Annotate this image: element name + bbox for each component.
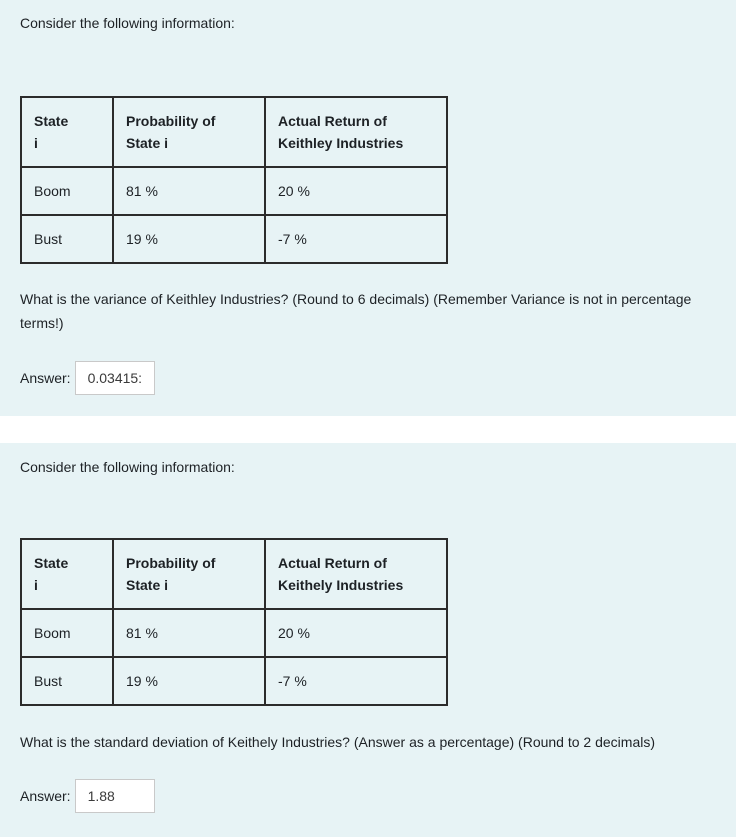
cell-probability: 19 %	[113, 657, 265, 705]
table-header-row	[21, 97, 447, 167]
header-probability: Probability of State i	[113, 539, 265, 609]
question-prompt: What is the variance of Keithley Industries? (Round to 6 decimals) (Remember Variance is not in percentage terms!)	[20, 291, 692, 331]
header-return: Actual Return of Keithley Industries	[265, 97, 447, 167]
table-row	[21, 609, 447, 657]
table-row	[21, 657, 447, 705]
cell-return: 20 %	[265, 167, 447, 215]
answer-row	[20, 361, 155, 395]
cell-state: Boom	[21, 609, 113, 657]
cell-state: Bust	[21, 657, 113, 705]
cell-state: Bust	[21, 215, 113, 263]
table-header-row	[21, 539, 447, 609]
question-2	[0, 443, 736, 837]
question-1	[0, 0, 736, 416]
header-return: Actual Return of Keithely Industries	[265, 539, 447, 609]
question-intro: Consider the following information:	[20, 459, 235, 475]
cell-return: -7 %	[265, 215, 447, 263]
info-table	[20, 96, 448, 264]
cell-state: Boom	[21, 167, 113, 215]
question-intro: Consider the following information:	[20, 15, 235, 31]
cell-return: 20 %	[265, 609, 447, 657]
header-probability: Probability of State i	[113, 97, 265, 167]
answer-row	[20, 779, 155, 813]
info-table	[20, 538, 448, 706]
cell-return: -7 %	[265, 657, 447, 705]
cell-probability: 81 %	[113, 167, 265, 215]
table-row	[21, 167, 447, 215]
answer-label: Answer:	[20, 370, 71, 386]
header-state: State i	[21, 97, 113, 167]
cell-probability: 19 %	[113, 215, 265, 263]
answer-input[interactable]: 1.88	[75, 779, 155, 813]
answer-label: Answer:	[20, 788, 71, 804]
table-row	[21, 215, 447, 263]
cell-probability: 81 %	[113, 609, 265, 657]
answer-input[interactable]: 0.03415:	[75, 361, 155, 395]
question-prompt: What is the standard deviation of Keithely Industries? (Answer as a percentage) (Round to 2 decimals)	[20, 734, 655, 750]
header-state: State i	[21, 539, 113, 609]
